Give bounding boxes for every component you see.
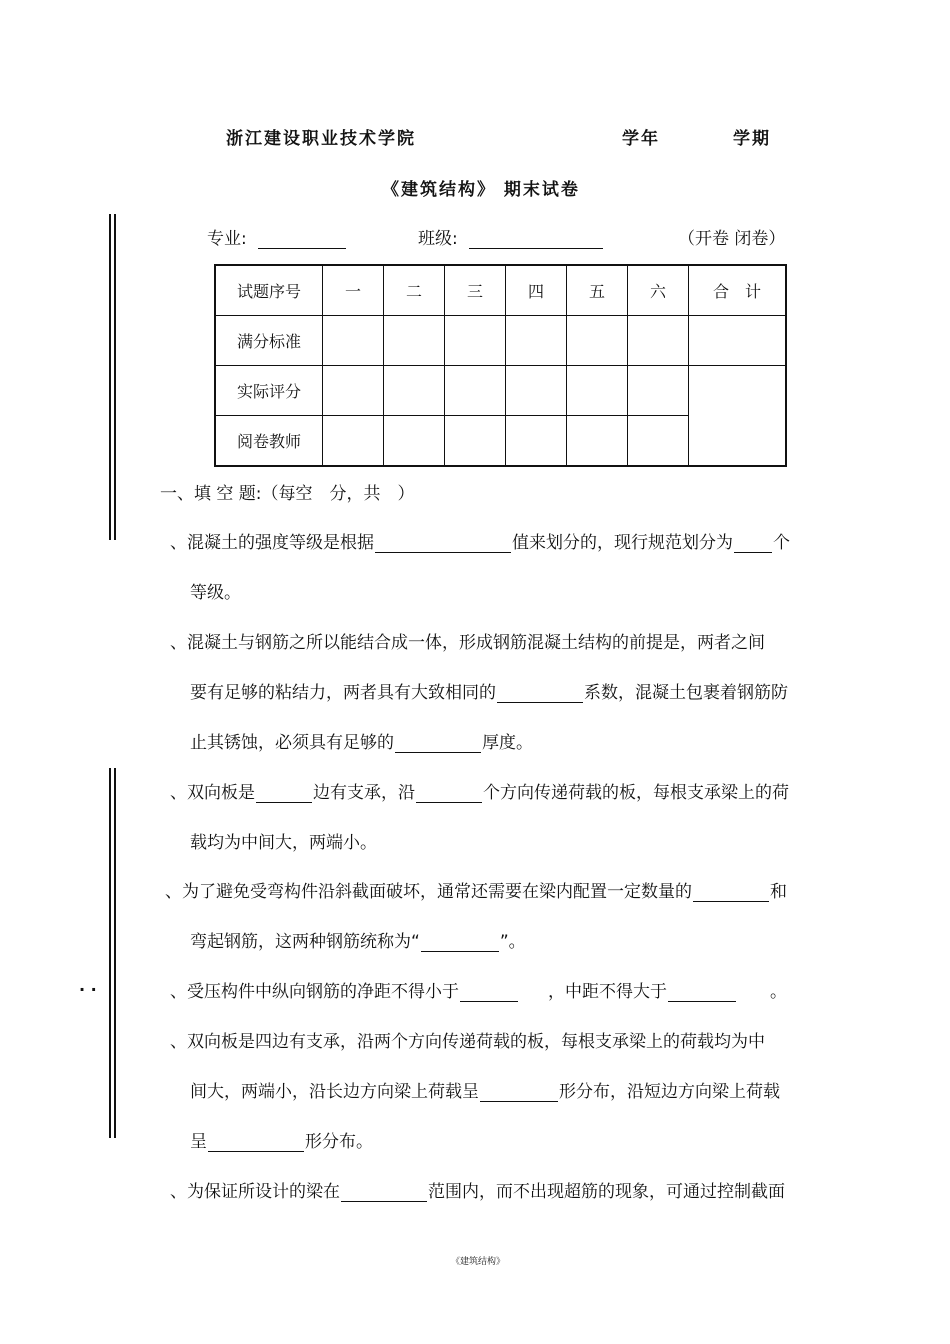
year-label: 学年 <box>622 129 660 149</box>
score-cell[interactable] <box>384 366 445 416</box>
answer-blank[interactable] <box>668 984 736 1002</box>
row-label: 满分标准 <box>215 316 323 366</box>
major-label: 专业: <box>207 229 247 249</box>
table-row <box>215 366 786 416</box>
question-text: 、双向板是 <box>170 783 255 803</box>
question-text: 形分布，沿短边方向梁上荷载 <box>559 1082 780 1102</box>
question-4-line-2 <box>190 927 526 952</box>
table-row <box>215 265 786 316</box>
score-cell[interactable] <box>506 316 567 366</box>
question-text: 和 <box>770 882 787 902</box>
answer-blank[interactable] <box>480 1084 558 1102</box>
table-header-cell: 一 <box>323 265 384 316</box>
score-cell[interactable] <box>506 366 567 416</box>
question-text: 形分布。 <box>305 1132 373 1152</box>
school-name: 浙江建设职业技术学院 <box>226 129 416 149</box>
table-header-cell: 五 <box>567 265 628 316</box>
exam-title: 《建筑结构》 期末试卷 <box>382 180 580 200</box>
answer-blank[interactable] <box>734 535 772 553</box>
binding-line <box>109 214 111 540</box>
section-heading: 一、填 空 题:（每空 分，共 ） <box>160 484 415 504</box>
question-7-line-1 <box>170 1177 785 1202</box>
page-footer: 《建筑结构》 <box>451 1257 506 1267</box>
question-6-line-2 <box>190 1077 780 1102</box>
question-text: 、为保证所设计的梁在 <box>170 1182 340 1202</box>
exam-type: （开卷 闭卷） <box>678 229 786 249</box>
margin-mark: · · <box>79 980 97 999</box>
score-cell[interactable] <box>323 316 384 366</box>
row-label: 实际评分 <box>215 366 323 416</box>
score-cell[interactable] <box>628 366 689 416</box>
question-text: 系数，混凝土包裹着钢筋防 <box>584 683 788 703</box>
table-header-cell: 二 <box>384 265 445 316</box>
score-cell[interactable] <box>384 316 445 366</box>
question-text: 要有足够的粘结力，两者具有大致相同的 <box>190 683 496 703</box>
question-text: 、混凝土的强度等级是根据 <box>170 533 374 553</box>
question-text: 边有支承，沿 <box>313 783 415 803</box>
question-text: ”。 <box>499 932 526 952</box>
question-text: 。 <box>770 982 787 1002</box>
table-header-cell: 合 计 <box>689 265 787 316</box>
table-row <box>215 316 786 366</box>
score-cell[interactable] <box>445 416 506 467</box>
question-3-line-1 <box>170 778 789 803</box>
score-cell[interactable] <box>628 316 689 366</box>
score-cell[interactable] <box>384 416 445 467</box>
question-6-line-3 <box>190 1127 373 1152</box>
score-cell[interactable] <box>323 416 384 467</box>
question-4-line-1 <box>165 877 787 902</box>
question-2-line-1: 、混凝土与钢筋之所以能结合成一体，形成钢筋混凝土结构的前提是，两者之间 <box>170 633 765 653</box>
row-label: 阅卷教师 <box>215 416 323 467</box>
question-text: 、受压构件中纵向钢筋的净距不得小于 <box>170 982 459 1002</box>
question-text: ，中距不得大于 <box>548 982 667 1002</box>
score-cell[interactable] <box>567 416 628 467</box>
answer-blank[interactable] <box>208 1134 304 1152</box>
answer-blank[interactable] <box>416 785 482 803</box>
question-text: 止其锈蚀，必须具有足够的 <box>190 733 394 753</box>
score-cell[interactable] <box>567 316 628 366</box>
question-2-line-2 <box>190 678 788 703</box>
major-field <box>207 224 347 249</box>
binding-line <box>114 214 116 540</box>
answer-blank[interactable] <box>375 535 511 553</box>
question-text: 范围内，而不出现超筋的现象，可通过控制截面 <box>428 1182 785 1202</box>
total-cell[interactable] <box>689 366 787 467</box>
question-3-line-2: 载均为中间大，两端小。 <box>190 833 377 853</box>
question-text: 个 <box>773 533 790 553</box>
score-cell[interactable] <box>506 416 567 467</box>
question-text: 弯起钢筋，这两种钢筋统称为“ <box>190 932 420 952</box>
table-header-cell: 试题序号 <box>215 265 323 316</box>
major-blank[interactable] <box>258 231 346 249</box>
class-blank[interactable] <box>469 231 603 249</box>
answer-blank[interactable] <box>497 685 583 703</box>
answer-blank[interactable] <box>421 934 499 952</box>
question-text: 呈 <box>190 1132 207 1152</box>
score-cell[interactable] <box>567 366 628 416</box>
question-5-line-1 <box>170 977 787 1002</box>
question-1-line-2: 等级。 <box>190 583 241 603</box>
answer-blank[interactable] <box>693 884 769 902</box>
answer-blank[interactable] <box>460 984 518 1002</box>
question-text: 厚度。 <box>482 733 533 753</box>
question-text: 值来划分的，现行规范划分为 <box>512 533 733 553</box>
class-label: 班级: <box>418 229 458 249</box>
question-text: 间大，两端小，沿长边方向梁上荷载呈 <box>190 1082 479 1102</box>
question-text: 、为了避免受弯构件沿斜截面破坏，通常还需要在梁内配置一定数量的 <box>165 882 692 902</box>
table-header-cell: 三 <box>445 265 506 316</box>
score-cell[interactable] <box>689 316 787 366</box>
score-cell[interactable] <box>628 416 689 467</box>
score-cell[interactable] <box>445 366 506 416</box>
question-1-line-1 <box>170 528 790 553</box>
question-6-line-1: 、双向板是四边有支承，沿两个方向传递荷载的板，每根支承梁上的荷载均为中 <box>170 1032 765 1052</box>
score-table <box>214 264 787 467</box>
binding-line <box>109 768 111 1138</box>
question-text: 个方向传递荷载的板，每根支承梁上的荷 <box>483 783 789 803</box>
term-label: 学期 <box>733 129 771 149</box>
answer-blank[interactable] <box>256 785 312 803</box>
answer-blank[interactable] <box>395 735 481 753</box>
score-cell[interactable] <box>323 366 384 416</box>
answer-blank[interactable] <box>341 1184 427 1202</box>
binding-line <box>114 768 116 1138</box>
table-header-cell: 六 <box>628 265 689 316</box>
class-field <box>418 224 604 249</box>
score-cell[interactable] <box>445 316 506 366</box>
question-2-line-3 <box>190 728 533 753</box>
table-header-cell: 四 <box>506 265 567 316</box>
